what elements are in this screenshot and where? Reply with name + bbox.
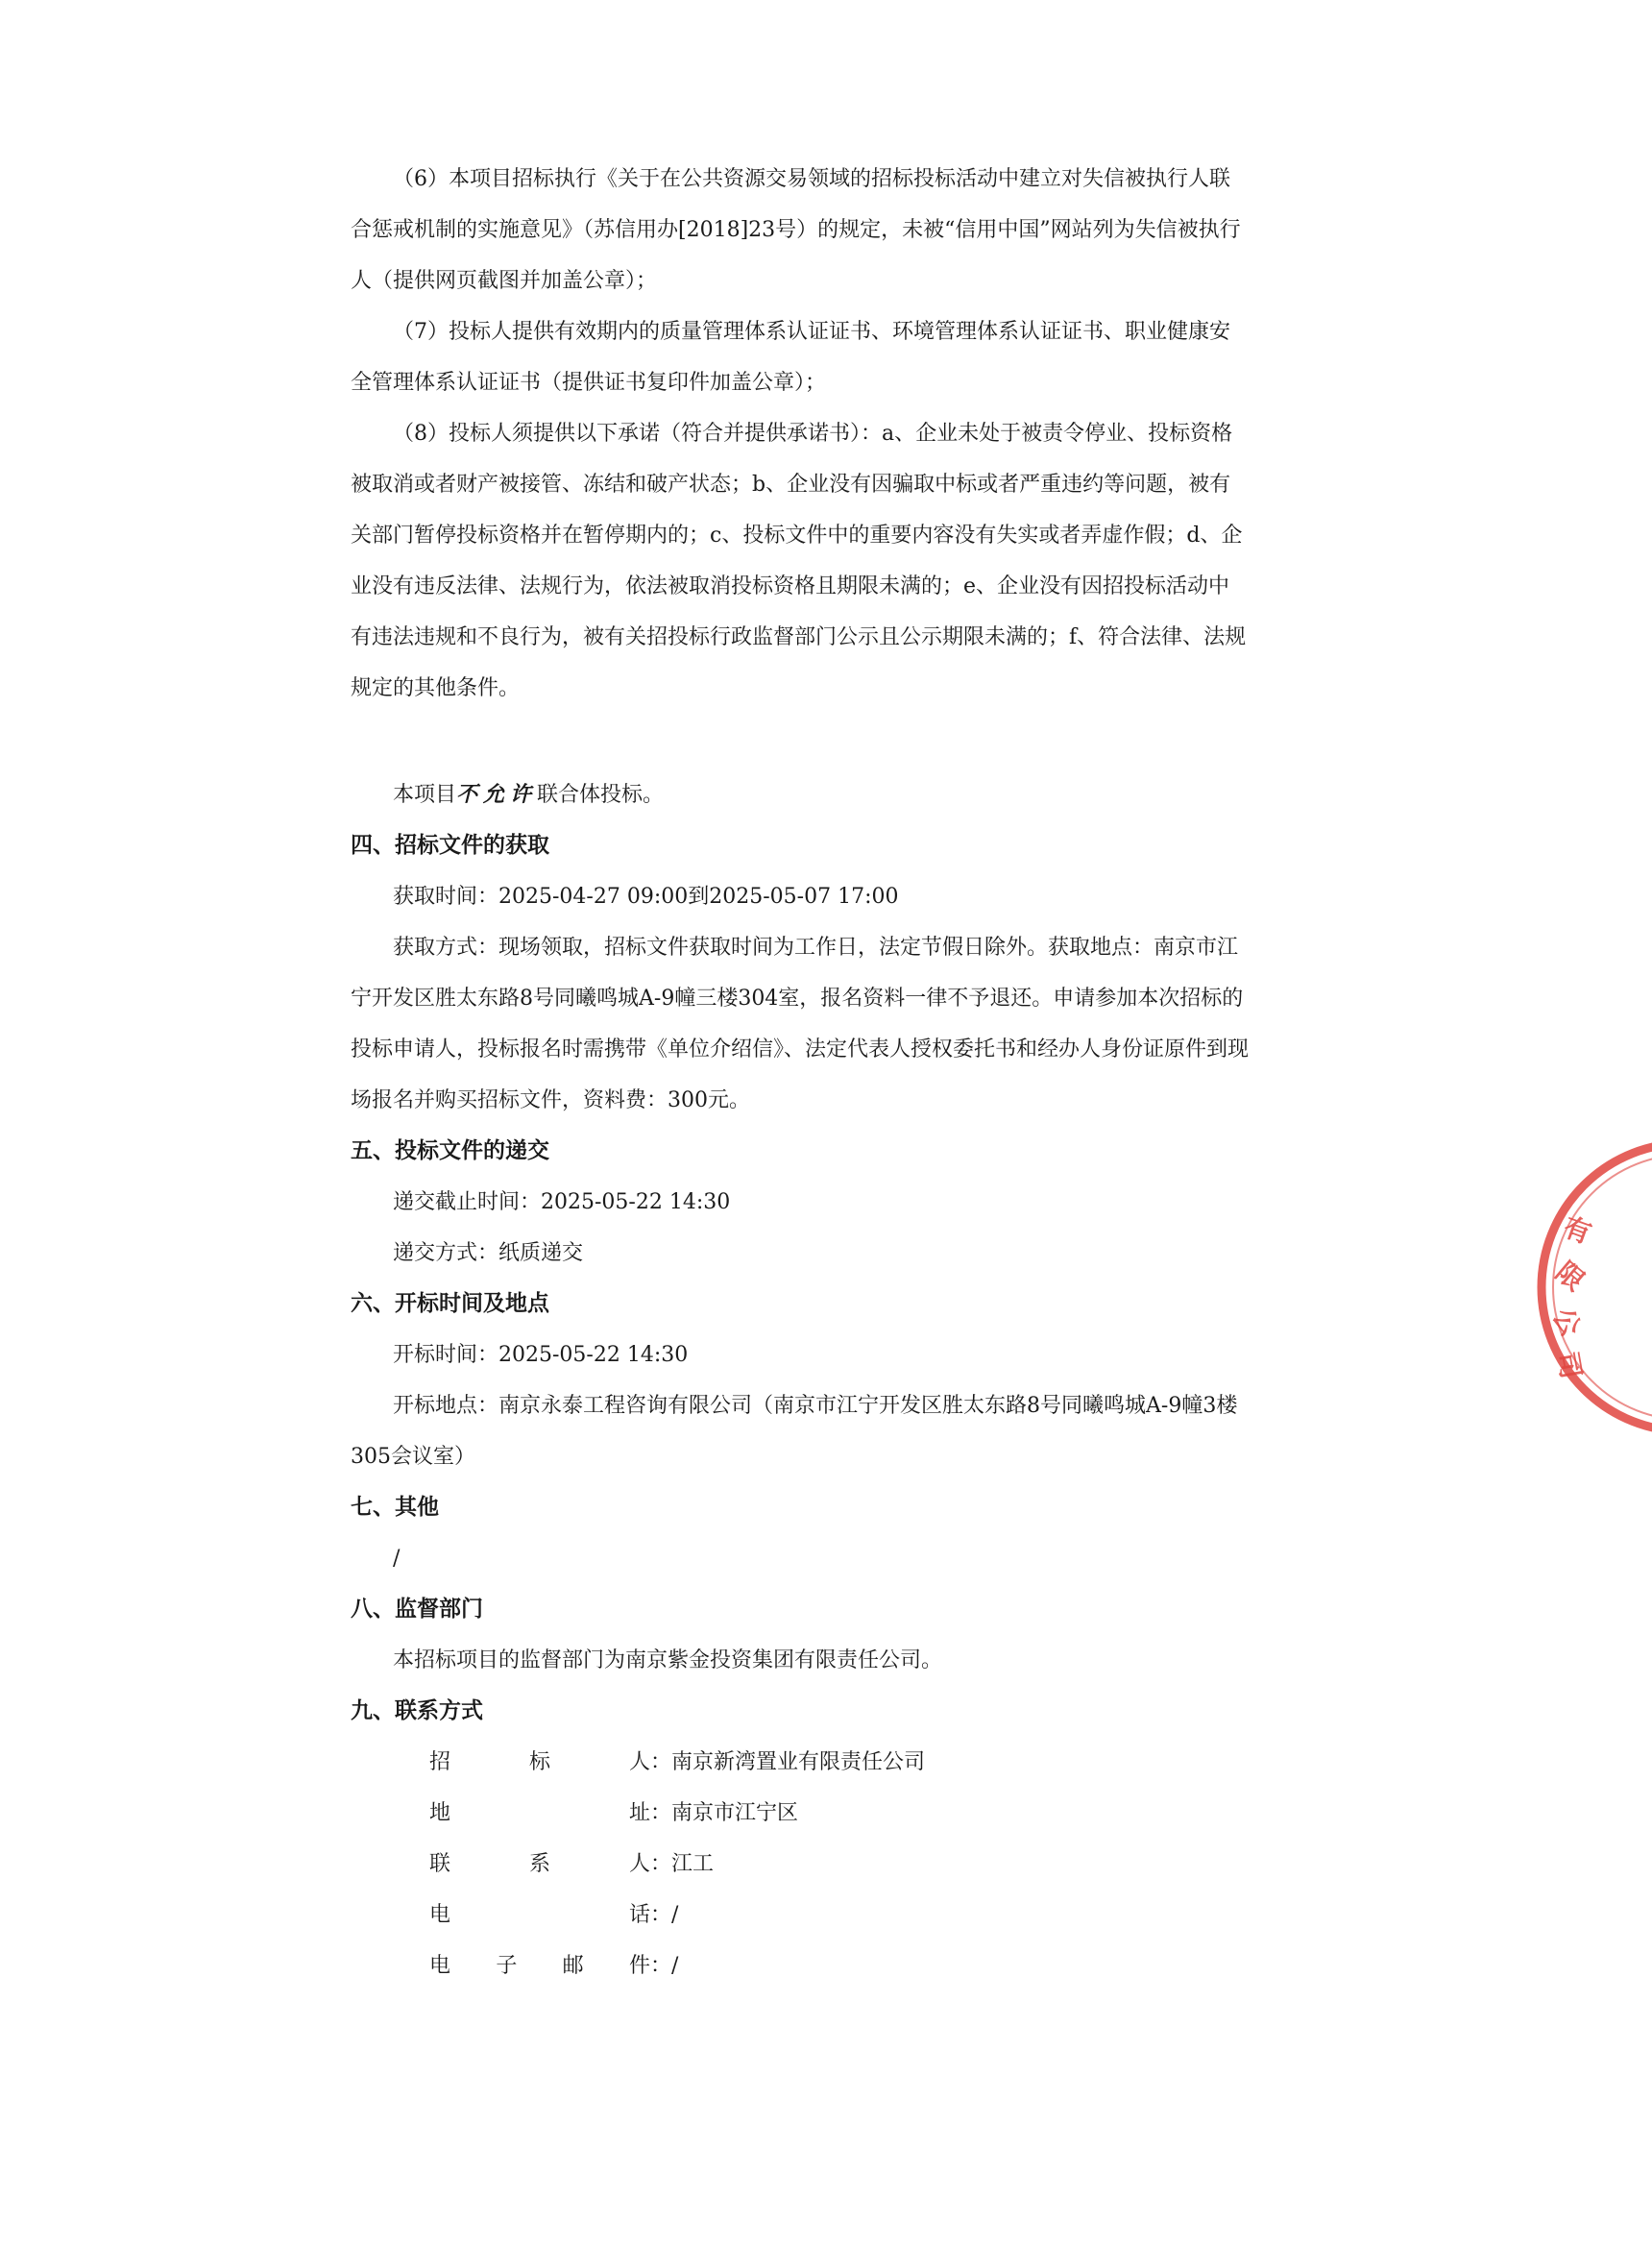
contact-label-char: 邮 [562, 1954, 584, 1978]
section-5-heading: 五、投标文件的递交 [351, 1138, 549, 1163]
contact-label-char: 址 [628, 1801, 650, 1825]
consortium-emphasis: 不允许 [456, 782, 538, 807]
section-7-heading: 七、其他 [351, 1495, 439, 1520]
other-text: / [393, 1547, 401, 1571]
svg-text:有: 有 [1559, 1210, 1596, 1251]
section-6-heading: 六、开标时间及地点 [351, 1291, 549, 1316]
contact-label-char: 人 [628, 1852, 650, 1876]
contact-row [429, 1788, 1249, 1839]
contact-label [429, 1940, 650, 1991]
contact-label-char: 话 [628, 1903, 650, 1927]
contact-value: 江工 [671, 1852, 715, 1876]
submission-method: 递交方式：纸质递交 [393, 1241, 584, 1265]
svg-text:司: 司 [1551, 1349, 1588, 1381]
svg-text:公: 公 [1545, 1303, 1588, 1342]
contact-value: / [671, 1954, 679, 1978]
contact-label-char: 标 [528, 1750, 550, 1774]
section-9-heading: 九、联系方式 [351, 1698, 483, 1723]
contact-colon: ： [650, 1852, 672, 1876]
acquisition-time: 获取时间：2025-04-27 09:00到2025-05-07 17:00 [393, 885, 899, 909]
company-seal-stamp [1527, 1167, 1652, 1407]
consortium-prefix: 本项目 [393, 783, 457, 807]
contact-colon: ： [650, 1903, 672, 1927]
contact-colon: ： [650, 1954, 672, 1978]
supervision-text: 本招标项目的监督部门为南京紫金投资集团有限责任公司。 [393, 1648, 943, 1672]
section-4-heading: 四、招标文件的获取 [351, 833, 549, 858]
contact-colon: ： [650, 1801, 672, 1825]
opening-place: 开标地点：南京永泰工程咨询有限公司（南京市江宁开发区胜太东路8号同曦鸣城A-9幢3楼305会议室） [351, 1394, 1238, 1469]
contact-label [429, 1788, 650, 1839]
contact-value: 南京新湾置业有限责任公司 [671, 1750, 926, 1774]
condition-item-7: （7）投标人提供有效期内的质量管理体系认证证书、环境管理体系认证证书、职业健康安全管理体系认证证书（提供证书复印件加盖公章）； [351, 320, 1231, 395]
spacer [351, 714, 1249, 769]
contact-label [429, 1737, 650, 1788]
contact-row [429, 1737, 1249, 1788]
contact-label-char: 联 [429, 1852, 451, 1876]
section-8-heading: 八、监督部门 [351, 1597, 483, 1622]
contact-row [429, 1940, 1249, 1991]
submission-deadline: 递交截止时间：2025-05-22 14:30 [393, 1190, 731, 1214]
consortium-statement [351, 769, 1249, 820]
contact-label-char: 系 [528, 1852, 550, 1876]
contact-label-char: 电 [429, 1954, 451, 1978]
contact-label [429, 1890, 650, 1940]
contact-value: / [671, 1903, 679, 1927]
opening-time: 开标时间：2025-05-22 14:30 [393, 1343, 689, 1367]
document-body [351, 154, 1249, 1991]
contact-label-char: 电 [429, 1903, 451, 1927]
contact-label [429, 1839, 650, 1890]
contact-row [429, 1839, 1249, 1890]
contact-table [351, 1737, 1249, 1991]
acquisition-method: 获取方式：现场领取，招标文件获取时间为工作日，法定节假日除外。获取地点：南京市江宁开发区胜太东路8号同曦鸣城A-9幢三楼304室，报名资料一律不予退还。申请参加本次招标的投标申请人，投标报名时需携带《单位介绍信》、法定代表人授权委托书和经办人身份证原件到现场报名并购买招标文件，资料费：300元。 [351, 936, 1250, 1112]
contact-label-char: 子 [496, 1954, 518, 1978]
condition-item-8: （8）投标人须提供以下承诺（符合并提供承诺书）：a、企业未处于被责令停业、投标资格被取消或者财产被接管、冻结和破产状态；b、企业没有因骗取中标或者严重违约等问题，被有关部门暂停投标资格并在暂停期内的；c、投标文件中的重要内容没有失实或者弄虚作假；d、企业没有违反法律、法规行为，依法被取消投标资格且期限未满的；e、企业没有因招投标活动中有违法违规和不良行为，被有关招投标行政监督部门公示且公示期限未满的；f、符合法律、法规规定的其他条件。 [351, 422, 1247, 700]
contact-colon: ： [650, 1750, 672, 1774]
condition-item-6: （6）本项目招标执行《关于在公共资源交易领域的招标投标活动中建立对失信被执行人联合惩戒机制的实施意见》（苏信用办[2018]23号）的规定，未被“信用中国”网站列为失信被执行人（提供网页截图并加盖公章）； [351, 167, 1241, 293]
contact-value: 南京市江宁区 [671, 1801, 799, 1825]
contact-label-char: 地 [429, 1801, 451, 1825]
contact-row [429, 1890, 1249, 1940]
contact-label-char: 招 [429, 1750, 451, 1774]
consortium-suffix: 联合体投标。 [537, 783, 665, 807]
svg-text:限: 限 [1549, 1256, 1591, 1298]
contact-label-char: 人 [628, 1750, 650, 1774]
contact-label-char: 件 [628, 1954, 650, 1978]
